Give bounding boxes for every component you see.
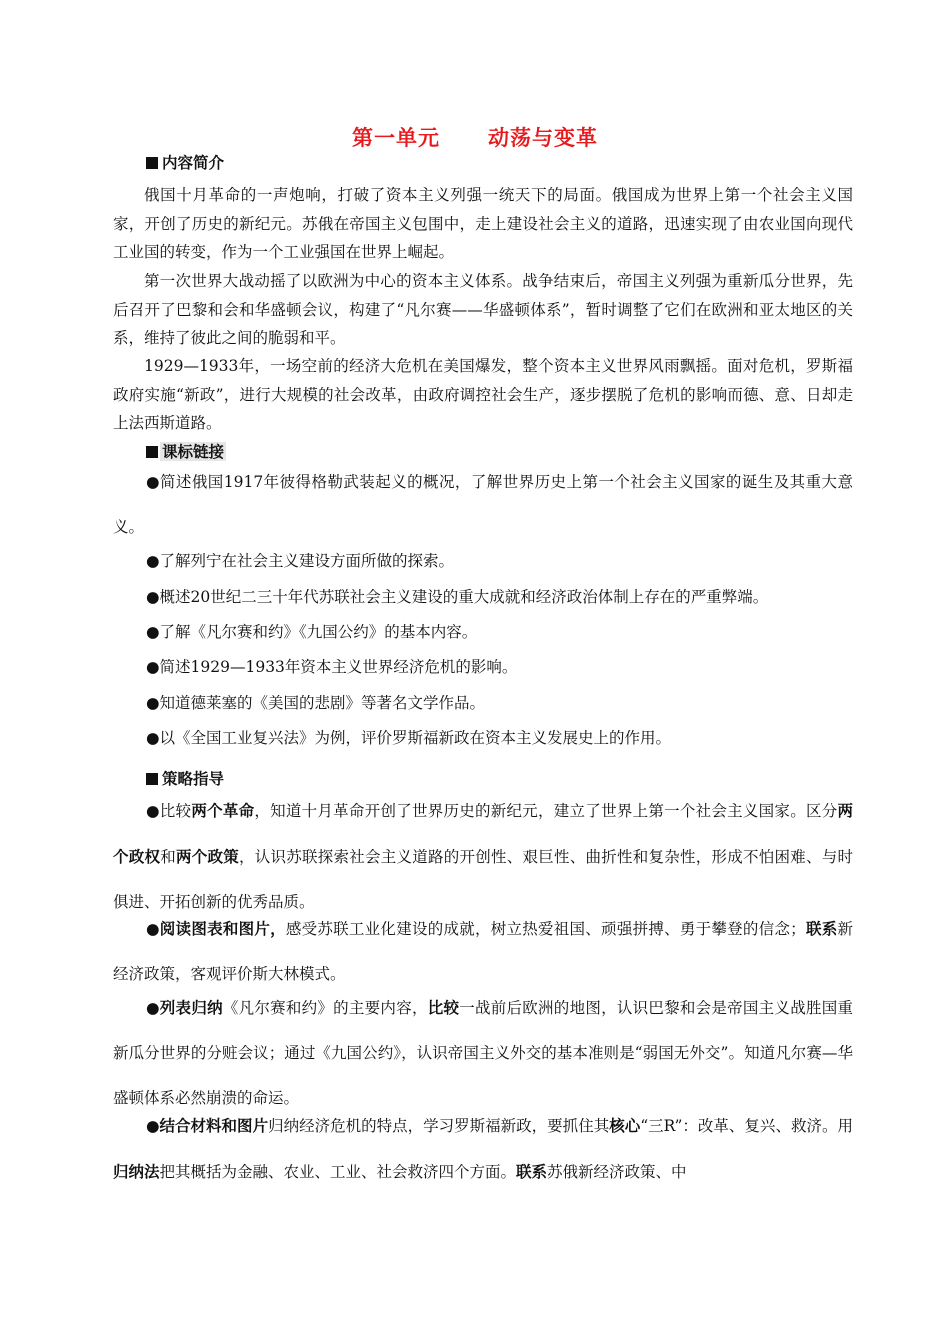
curriculum-item-1: ●简述俄国1917年彼得格勒武装起义的概况，了解世界历史上第一个社会主义国家的诞生及其重大意义。 bbox=[113, 473, 853, 536]
square-bullet-icon bbox=[146, 157, 158, 169]
curriculum-item-3: ●概述20世纪二三十年代苏联社会主义建设的重大成就和经济政治体制上存在的严重弊端。 bbox=[146, 588, 769, 606]
strategy-item-4: ●结合材料和图片归纳经济危机的特点，学习罗斯福新政，要抓住其核心“三R”：改革、复兴、救济。用归纳法把其概括为金融、农业、工业、社会救济四个方面。联系苏俄新经济政策、中 bbox=[113, 1116, 853, 1181]
curriculum-item-2: ●了解列宁在社会主义建设方面所做的探索。 bbox=[146, 552, 455, 570]
intro-paragraph-1: 俄国十月革命的一声炮响，打破了资本主义列强一统天下的局面。俄国成为世界上第一个社会主义国家，开创了历史的新纪元。苏俄在帝国主义包围中，走上建设社会主义的道路，迅速实现了由农业国向现代工业国的转变，作为一个工业强国在世界上崛起。 bbox=[113, 186, 853, 261]
bullet-dot-icon: ● bbox=[146, 694, 160, 712]
unit-title bbox=[0, 122, 950, 152]
curriculum-item-6: ●知道德莱塞的《美国的悲剧》等著名文学作品。 bbox=[146, 694, 486, 712]
curriculum-item-7: ●以《全国工业复兴法》为例，评价罗斯福新政在资本主义发展史上的作用。 bbox=[146, 729, 672, 747]
bullet-dot-icon: ● bbox=[146, 473, 160, 491]
square-bullet-icon bbox=[146, 446, 158, 458]
intro-paragraph-3: 1929—1933年，一场空前的经济大危机在美国爆发，整个资本主义世界风雨飘摇。面对危机，罗斯福政府实施“新政”，进行大规模的社会改革，由政府调控社会生产，逐步摆脱了危机的影响而德、意、日却走上法西斯道路。 bbox=[113, 357, 853, 432]
bullet-dot-icon: ● bbox=[146, 999, 160, 1017]
section-heading-strategy: 策略指导 bbox=[146, 767, 226, 789]
unit-number: 第一单元 bbox=[352, 125, 440, 150]
bullet-dot-icon: ● bbox=[146, 920, 160, 938]
strategy-item-2: ●阅读图表和图片，感受苏联工业化建设的成就，树立热爱祖国、顽强拼搏、勇于攀登的信念；联系新经济政策，客观评价斯大林模式。 bbox=[113, 919, 853, 983]
bullet-dot-icon: ● bbox=[146, 623, 160, 641]
strategy-item-1: ●比较两个革命，知道十月革命开创了世界历史的新纪元，建立了世界上第一个社会主义国家。区分两个政权和两个政策，认识苏联探索社会主义道路的开创性、艰巨性、曲折性和复杂性，形成不怕困难、与时俱进、开拓创新的优秀品质。 bbox=[113, 801, 853, 911]
bullet-dot-icon: ● bbox=[146, 552, 160, 570]
bullet-dot-icon: ● bbox=[146, 1117, 160, 1135]
section-heading-curriculum: 课标链接 bbox=[146, 440, 226, 462]
section-heading-intro: 内容简介 bbox=[146, 151, 226, 173]
strategy-item-3: ●列表归纳《凡尔赛和约》的主要内容，比较一战前后欧洲的地图，认识巴黎和会是帝国主义战胜国重新瓜分世界的分赃会议；通过《九国公约》，认识帝国主义外交的基本准则是“弱国无外交”。知道凡尔赛—华盛顿体系必然崩溃的命运。 bbox=[113, 998, 853, 1107]
unit-name: 动荡与变革 bbox=[488, 125, 598, 150]
bullet-dot-icon: ● bbox=[146, 588, 160, 606]
intro-paragraph-2: 第一次世界大战动摇了以欧洲为中心的资本主义体系。战争结束后，帝国主义列强为重新瓜分世界，先后召开了巴黎和会和华盛顿会议，构建了“凡尔赛——华盛顿体系”，暂时调整了它们在欧洲和亚太地区的关系，维持了彼此之间的脆弱和平。 bbox=[113, 272, 853, 347]
square-bullet-icon bbox=[146, 773, 158, 785]
bullet-dot-icon: ● bbox=[146, 802, 160, 820]
curriculum-item-5: ●简述1929—1933年资本主义世界经济危机的影响。 bbox=[146, 658, 518, 676]
bullet-dot-icon: ● bbox=[146, 658, 160, 676]
curriculum-item-4: ●了解《凡尔赛和约》《九国公约》的基本内容。 bbox=[146, 623, 478, 641]
bullet-dot-icon: ● bbox=[146, 729, 160, 747]
